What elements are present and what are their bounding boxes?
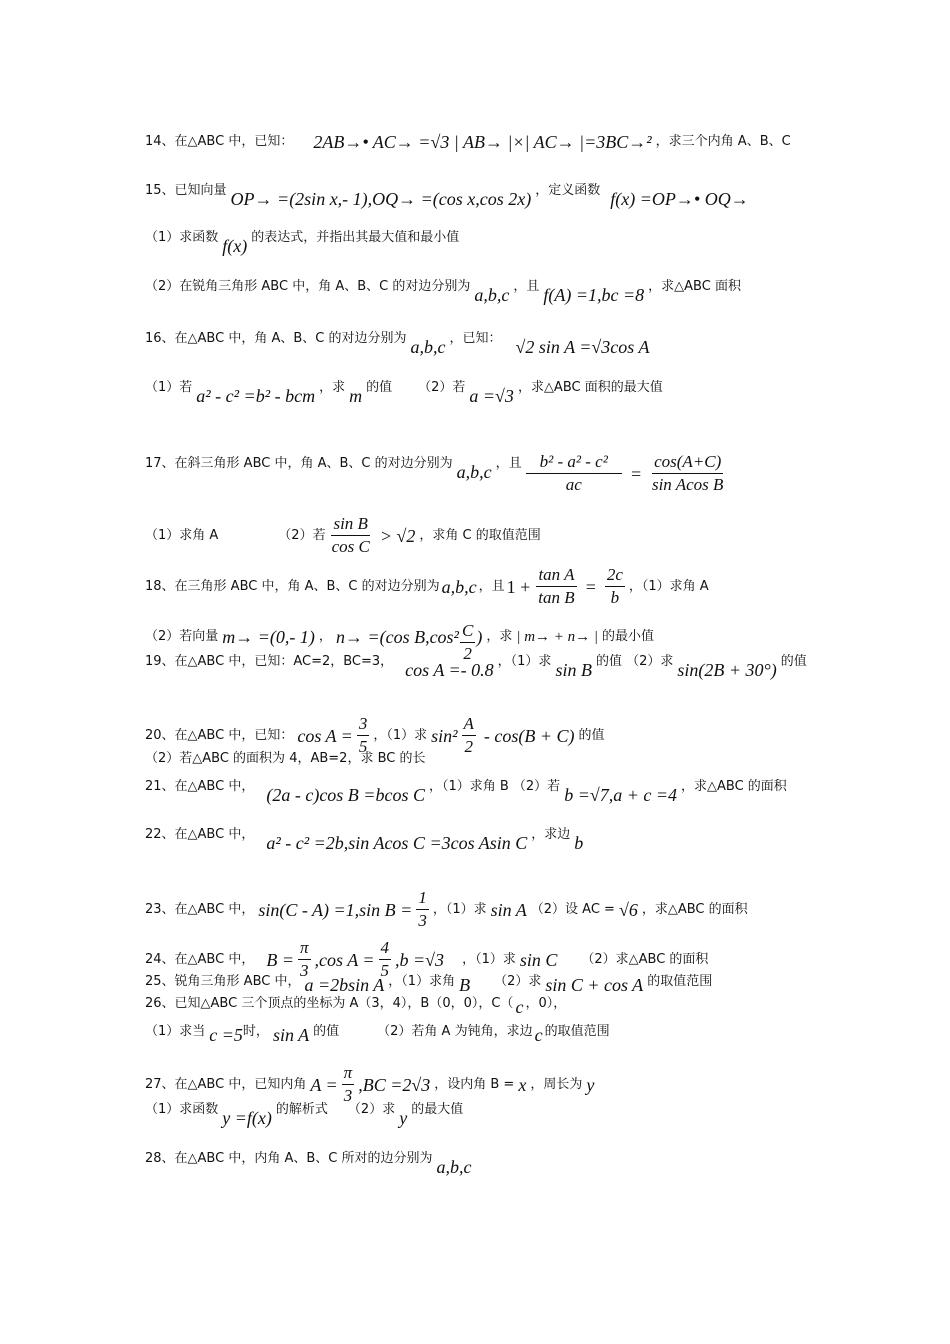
problem-20-cos-a: cos A =	[297, 725, 353, 746]
problem-21	[145, 778, 787, 805]
problem-22-side-b: b	[574, 833, 584, 853]
problem-22-mid: ，求边	[531, 827, 571, 842]
problem-15-text: 15、已知向量	[145, 183, 227, 198]
problem-26-parts	[145, 1023, 610, 1045]
problem-17-equals: =	[629, 463, 642, 484]
problem-19-text: 19、在△ABC 中，已知：AC=2，BC=3，	[145, 654, 394, 669]
problem-24-sin-c: sin C	[519, 949, 558, 970]
problem-24-mid: ，（1）求	[462, 951, 516, 967]
problem-19	[145, 653, 807, 680]
problem-20-mid: ，（1）求	[373, 727, 428, 743]
problem-17-part-2-fraction	[330, 513, 372, 558]
problem-24-cos-a-eq: ,cos A =	[314, 949, 375, 970]
problem-17-fraction-left-num: b² - a² - c²	[526, 451, 622, 474]
problem-17-part-2-inequality: > √2	[379, 525, 416, 546]
problem-28-sides: a,b,c	[436, 1157, 472, 1177]
problem-24-fraction-4-5-den: 5	[380, 961, 390, 980]
problem-15	[145, 182, 753, 209]
problem-19-tail: 的值	[780, 654, 807, 669]
problem-19-sin-2b: sin(2B + 30°)	[677, 660, 777, 680]
problem-23	[145, 887, 748, 932]
problem-20-fraction-a-2	[462, 713, 476, 758]
problem-20-part-2-text: （2）若△ABC 的面积为 4，AB=2，求 BC 的长	[145, 751, 426, 766]
problem-20-fraction-a-2-num: A	[462, 713, 476, 736]
problem-15-part-1-formula: f(x)	[222, 236, 248, 256]
problem-19-mid: ，（1）求	[497, 654, 552, 669]
problem-17-fraction-right-den: sin Acos B	[651, 475, 724, 494]
problem-27-part-1-mid: 的解析式	[275, 1102, 328, 1117]
problem-27-part-2-y: y	[399, 1108, 408, 1128]
problem-15-part-1-lead: （1）求函数	[145, 230, 219, 245]
problem-16-text: 16、在△ABC 中，角 A、B、C 的对边分别为	[145, 331, 407, 346]
problem-18-fraction-c-2-den: 2	[463, 644, 472, 663]
problem-24-tail: （2）求△ABC 的面积	[581, 951, 709, 967]
problem-15-part-1	[145, 229, 460, 256]
problem-23-fraction-1-3-den: 3	[418, 911, 427, 930]
problem-18-vector-n-close: )	[476, 626, 483, 647]
problem-15-part-2-tail: ，求△ABC 面积	[648, 279, 741, 294]
problem-16-condition: √2 sin A =√3cos A	[515, 337, 650, 357]
problem-24-fraction-4-5-num: 4	[379, 937, 392, 960]
problem-18-equals: =	[584, 576, 597, 597]
problem-26-part-1-mid: 时，	[242, 1024, 269, 1039]
problem-14	[145, 133, 791, 151]
problem-15-part-2-lead: （2）在锐角三角形 ABC 中，角 A、B、C 的对边分别为	[145, 279, 471, 294]
problem-23-sin-a: sin A	[490, 899, 527, 920]
problem-18-fraction-tan-den: tan B	[538, 588, 575, 607]
problem-19-cos-a: cos A =- 0.8	[405, 660, 494, 680]
problem-26-text: 26、已知△ABC 三个顶点的坐标为 A（3，4），B（0，0），C（	[145, 996, 514, 1011]
problem-23-mid2: （2）设 AC =	[530, 901, 615, 917]
problem-17-part-2-den: cos C	[331, 537, 370, 556]
problem-27-a-eq: A =	[310, 1074, 338, 1095]
problem-20-fraction-3-5-den: 5	[358, 737, 368, 756]
problem-18-part-2-mid: ，求	[486, 628, 513, 644]
problem-15-function: f(x) =OP→• OQ→	[610, 189, 749, 209]
problem-25-expression: sin C + cos A	[545, 975, 644, 995]
problem-23-mid: ，（1）求	[432, 901, 487, 917]
problem-18	[145, 564, 709, 609]
problem-17	[145, 441, 729, 494]
problem-25-mid2: （2）求	[494, 974, 542, 989]
problem-20-fraction-3-5-num: 3	[357, 713, 370, 736]
problem-21-tail: ，求△ABC 的面积	[681, 779, 787, 794]
problem-18-fraction-c-2-num: C	[460, 620, 475, 643]
problem-15-part-2-sides: a,b,c	[474, 285, 510, 305]
problem-23-text: 23、在△ABC 中，	[145, 901, 255, 917]
problem-27-part-1-function: y =f(x)	[222, 1108, 272, 1128]
problem-23-equation: sin(C - A) =1,sin B =	[258, 899, 413, 920]
problem-24-fraction-pi-3-num: π	[298, 937, 311, 960]
problem-24-b-eq: B =	[266, 949, 294, 970]
problem-27-fraction-pi-3-den: 3	[343, 1086, 353, 1105]
problem-26-part-2-lead: （2）若角 A 为钝角，求边	[377, 1024, 533, 1039]
problem-23-fraction-1-3-num: 1	[416, 887, 429, 910]
problem-18-vector-sum: | m→ + n→ |	[516, 628, 599, 645]
problem-28-text: 28、在△ABC 中，内角 A、B、C 所对的边分别为	[145, 1151, 433, 1166]
problem-16-part-2-formula: a =√3	[469, 386, 514, 406]
problem-27-part-2-lead: （2）求	[347, 1102, 396, 1117]
problem-16-parts	[145, 379, 663, 406]
problem-27-part-1-lead: （1）求函数	[145, 1102, 219, 1117]
problem-14-tail: ，求三个内角 A、B、C	[655, 134, 791, 149]
problem-16	[145, 330, 653, 357]
problem-26-part-1-mid2: 的值	[313, 1024, 340, 1039]
problem-15-mid: ，定义函数	[535, 183, 601, 198]
problem-26-part-1-c5: c =5	[209, 1025, 243, 1045]
problem-14-formula: 2AB→• AC→ =√3 | AB→ |×| AC→ |=3BC→²	[313, 132, 652, 152]
problem-25-condition: a =2bsin A	[304, 975, 385, 995]
problem-27-mid: ，设内角 B =	[434, 1076, 515, 1092]
problem-15-part-2-condition: f(A) =1,bc =8	[543, 285, 645, 305]
problem-27-part-2-tail: 的最大值	[411, 1102, 464, 1117]
problem-21-condition: b =√7,a + c =4	[564, 785, 677, 805]
problem-17-fraction-right	[650, 451, 725, 496]
problem-22	[145, 826, 587, 853]
problem-18-fraction-tan	[536, 564, 576, 609]
problem-16-part-2-lead: （2）若	[418, 380, 466, 395]
problem-17-part-2-lead: （2）若	[278, 527, 326, 543]
problem-25	[145, 973, 713, 995]
problem-16-sides: a,b,c	[410, 337, 446, 357]
problem-20-fraction-a-2-den: 2	[464, 737, 473, 756]
problem-17-part-2-tail: ，求角 C 的取值范围	[419, 527, 541, 543]
problem-25-tail: 的取值范围	[647, 974, 713, 989]
problem-18-sides: a,b,c	[441, 576, 477, 597]
problem-24-text: 24、在△ABC 中，	[145, 951, 255, 967]
problem-26-part-1-sin-a: sin A	[272, 1025, 310, 1045]
problem-16-part-1-var: m	[349, 386, 363, 406]
problem-15-part-2-mid: ，且	[513, 279, 540, 294]
problem-19-sin-b: sin B	[555, 660, 592, 680]
problem-17-text: 17、在斜三角形 ABC 中，角 A、B、C 的对边分别为	[145, 455, 453, 471]
problem-18-text: 18、在三角形 ABC 中，角 A、B、C 的对边分别为	[145, 578, 440, 594]
problem-28	[145, 1150, 476, 1177]
problem-20-sin-sq: sin²	[431, 725, 458, 746]
problem-15-part-2	[145, 278, 741, 305]
problem-21-text: 21、在△ABC 中，	[145, 779, 255, 794]
problem-27-fraction-pi-3-num: π	[342, 1062, 355, 1085]
problem-18-fraction-2c-b-den: b	[610, 588, 620, 607]
problem-19-mid2: 的值 （2）求	[595, 654, 674, 669]
problem-20-tail: 的值	[578, 727, 605, 743]
problem-21-equation: (2a - c)cos B =bcos C	[266, 785, 425, 805]
problem-18-vector-n: n→ =(cos B,cos²	[335, 626, 459, 647]
problem-21-mid: ，（1）求角 B （2）若	[428, 779, 561, 794]
problem-18-fraction-2c-b-num: 2c	[605, 564, 625, 587]
problem-15-vectors: OP→ =(2sin x,- 1),OQ→ =(cos x,cos 2x)	[230, 189, 532, 209]
problem-17-parts	[145, 513, 541, 558]
problem-23-fraction-1-3	[416, 887, 429, 932]
problem-18-part-2-lead: （2）若向量	[145, 628, 219, 644]
problem-27-bc-eq: ,BC =2√3	[358, 1074, 431, 1095]
problem-17-fraction-left-den: ac	[565, 475, 582, 494]
problem-27-mid2: ，周长为	[530, 1076, 583, 1092]
problem-16-mid: ，已知：	[449, 331, 502, 346]
problem-17-fraction-left	[526, 451, 622, 496]
problem-27-var-y: y	[586, 1074, 595, 1095]
problem-24-b-root3: ,b =√3	[395, 949, 445, 970]
problem-18-mid: ，且	[478, 578, 505, 594]
problem-26-part-2-tail: 的取值范围	[544, 1024, 610, 1039]
problem-23-tail: ，求△ABC 的面积	[641, 901, 748, 917]
problem-18-one-plus: 1 +	[506, 576, 531, 597]
problem-17-mid: ，且	[495, 455, 522, 471]
problem-24-fraction-pi-3-den: 3	[300, 961, 309, 980]
problem-16-part-1-formula: a² - c² =b² - bcm	[196, 386, 316, 406]
problem-17-part-2-num: sin B	[331, 513, 369, 536]
problem-26-var-c: c	[515, 997, 524, 1017]
problem-20-part-2	[145, 750, 425, 768]
problem-22-text: 22、在△ABC 中，	[145, 827, 255, 842]
problem-20-text: 20、在△ABC 中，已知：	[145, 727, 294, 743]
problem-26	[145, 995, 567, 1017]
problem-27-parts	[145, 1101, 464, 1128]
problem-18-tail: ，（1）求角 A	[628, 578, 709, 594]
problem-17-sides: a,b,c	[456, 461, 492, 482]
problem-17-part-1: （1）求角 A	[145, 527, 219, 543]
problem-18-fraction-tan-num: tan A	[536, 564, 576, 587]
problem-25-angle-b: B	[459, 975, 471, 995]
problem-22-equation: a² - c² =2b,sin Acos C =3cos Asin C	[266, 833, 528, 853]
problem-27-var-x: x	[518, 1074, 527, 1095]
problem-20-cos-bc: - cos(B + C)	[483, 725, 575, 746]
problem-18-part-2-tail: 的最小值	[602, 628, 655, 644]
problem-15-part-1-tail: 的表达式，并指出其最大值和最小值	[251, 230, 460, 245]
problem-18-fraction-2c-b	[605, 564, 625, 609]
problem-25-text: 25、锐角三角形 ABC 中，	[145, 974, 301, 989]
problem-18-vector-m: m→ =(0,- 1)	[222, 626, 315, 647]
problem-26-part-2-c: c	[534, 1025, 543, 1045]
problem-16-part-1-lead: （1）若	[145, 380, 193, 395]
problem-17-fraction-right-num: cos(A+C)	[652, 451, 723, 474]
problem-14-text: 14、在△ABC 中，已知：	[145, 134, 294, 149]
problem-25-mid: ，（1）求角	[388, 974, 456, 989]
problem-18-part-2-sep: ，	[318, 628, 332, 644]
problem-26-tail: ，0），	[525, 996, 567, 1011]
problem-27-text: 27、在△ABC 中，已知内角	[145, 1076, 307, 1092]
problem-16-part-2-tail: ，求△ABC 面积的最大值	[517, 380, 663, 395]
problem-16-part-1-mid2: 的值	[366, 380, 393, 395]
problem-23-root-6: √6	[618, 899, 638, 920]
problem-26-part-1-lead: （1）求当	[145, 1024, 206, 1039]
problem-16-part-1-mid: ，求	[319, 380, 346, 395]
